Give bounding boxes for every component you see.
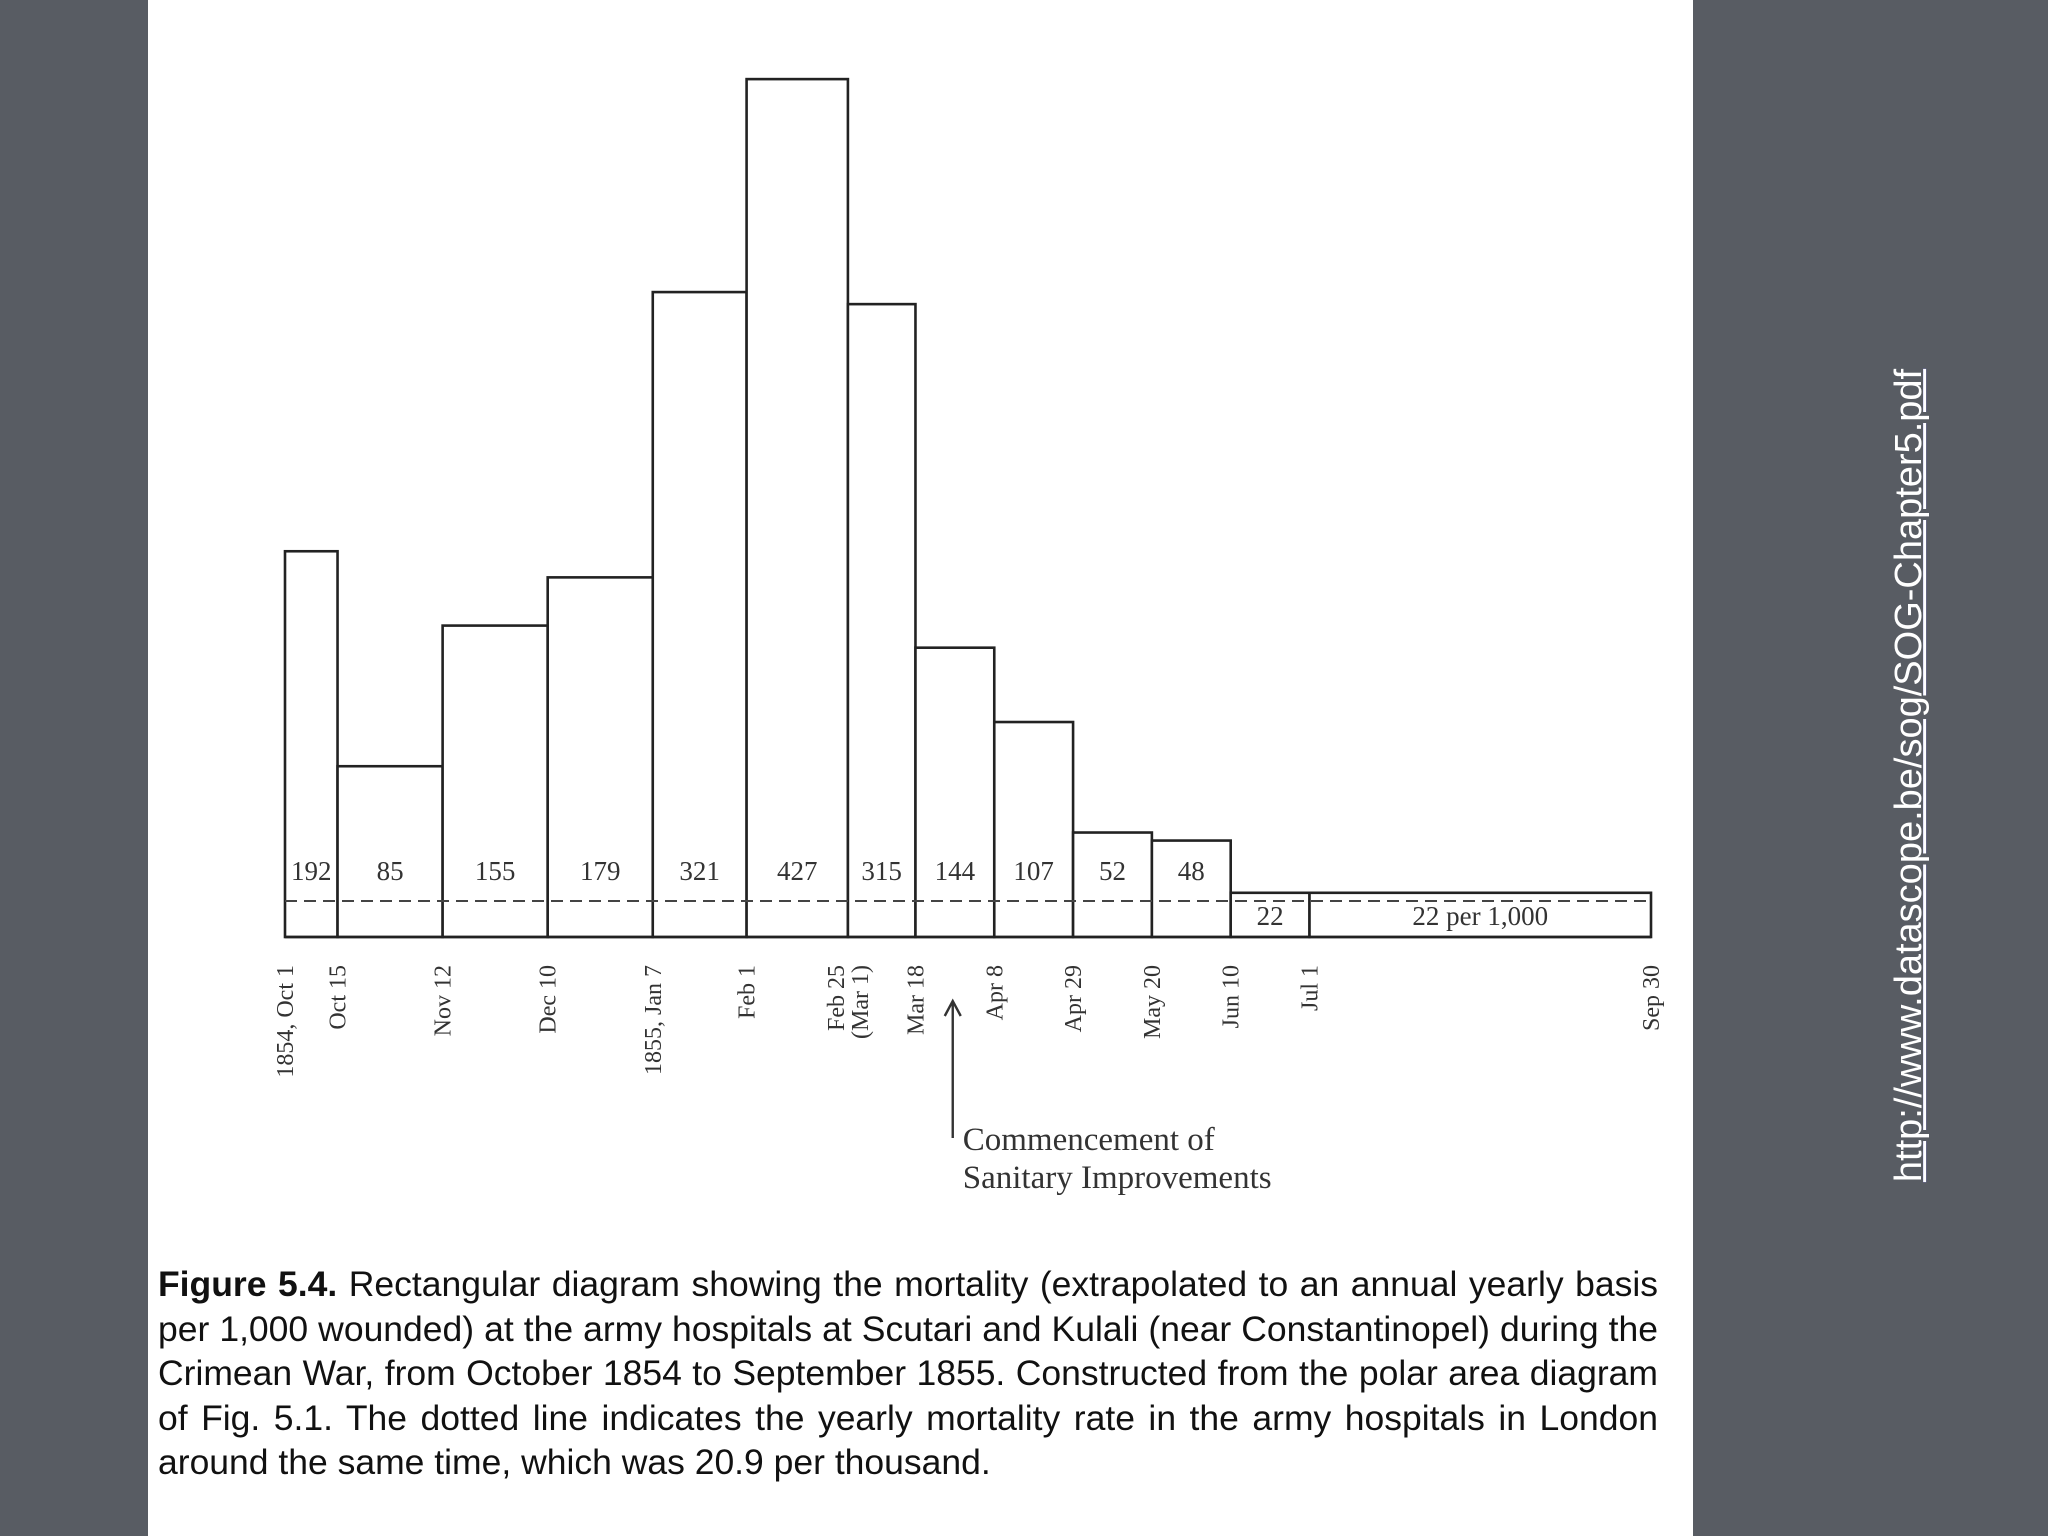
- bar-8: [994, 722, 1073, 937]
- x-tick-label-line: Mar 18: [903, 965, 930, 1035]
- x-tick-label-8: [982, 965, 1008, 1020]
- x-tick-label-line: Apr 8: [982, 965, 1009, 1021]
- bar-value-label-0: 192: [291, 856, 332, 886]
- x-tick-label-line: Feb 1: [734, 965, 761, 1019]
- bar-value-label-10: 48: [1177, 856, 1205, 886]
- bar-4: [653, 292, 747, 937]
- bar-value-label-2: 155: [474, 856, 516, 886]
- x-tick-label-line: Apr 29: [1061, 965, 1088, 1033]
- x-tick-label-6: [824, 965, 874, 1039]
- x-tick-label-7: [903, 965, 929, 1035]
- x-tick-label-line: May 20: [1139, 965, 1166, 1039]
- bar-value-label-9: 52: [1098, 856, 1126, 886]
- bar-value-label-11: 22: [1256, 901, 1284, 931]
- bar-value-label-1: 85: [376, 856, 404, 886]
- x-tick-label-9: [1061, 965, 1087, 1032]
- bar-2: [443, 626, 548, 937]
- x-tick-label-3: [536, 965, 562, 1034]
- x-tick-label-5: [735, 965, 761, 1019]
- bar-value-label-8: 107: [1013, 856, 1054, 886]
- figure-caption: [158, 1262, 1658, 1485]
- annotation-text-line-1: Sanitary Improvements: [962, 1160, 1272, 1196]
- x-tick-label-line: Feb 25: [823, 965, 850, 1031]
- x-tick-label-line: Jul 1: [1297, 965, 1324, 1012]
- x-tick-label-line: Oct 15: [325, 965, 352, 1030]
- bar-5: [747, 79, 848, 937]
- x-tick-label-line: Nov 12: [430, 965, 457, 1037]
- x-tick-label-11: [1219, 965, 1245, 1028]
- caption-label: Figure 5.4.: [158, 1264, 338, 1304]
- x-tick-label-line: (Mar 1): [847, 965, 874, 1039]
- source-link-text[interactable]: http://www.datascope.be/sog/SOG-Chapter5.pdf: [1888, 368, 1931, 1182]
- x-tick-label-line: 1854, Oct 1: [273, 965, 299, 1078]
- x-tick-label-10: [1140, 965, 1166, 1039]
- caption-text: Rectangular diagram showing the mortality (extrapolated to an annual yearly basis per 1,000 wounded) at the army hospitals at Scutari and Kulali (near Constantinopel) during the Crimean War, from October 1854 to September 1855. Constructed from the polar area diagram of Fig. 5.1. The dotted line indicates the yearly mortality rate in the army hospitals in London around the same time, which was 20.9 per thousand.: [158, 1264, 1658, 1482]
- x-tick-label-line: Sep 30: [1639, 965, 1665, 1031]
- bar-value-label-4: 321: [679, 856, 720, 886]
- annotation-text-line-0: Commencement of: [962, 1122, 1215, 1158]
- bar-6: [848, 304, 916, 937]
- bar-value-label-5: 427: [777, 856, 818, 886]
- x-tick-label-12: [1298, 965, 1324, 1011]
- bar-value-label-12: 22 per 1,000: [1412, 901, 1549, 931]
- x-tick-label-line: 1855, Jan 7: [640, 965, 667, 1075]
- bar-value-label-6: 315: [861, 856, 902, 886]
- bar-7: [915, 648, 994, 937]
- bar-value-label-7: 144: [934, 856, 976, 886]
- bar-value-label-3: 179: [579, 856, 621, 886]
- x-tick-label-line: Jun 10: [1218, 965, 1245, 1029]
- mortality-bar-chart: [148, 0, 1693, 1250]
- x-tick-label-4: [641, 965, 667, 1075]
- x-tick-label-line: Dec 10: [535, 965, 562, 1034]
- x-tick-label-13: [1639, 965, 1665, 1031]
- x-tick-label-0: [273, 965, 299, 1078]
- bar-1: [338, 766, 443, 937]
- source-link[interactable]: [1888, 230, 1932, 1320]
- x-tick-label-1: [326, 965, 352, 1030]
- slide-panel: [148, 0, 1693, 1536]
- x-tick-label-2: [431, 965, 457, 1036]
